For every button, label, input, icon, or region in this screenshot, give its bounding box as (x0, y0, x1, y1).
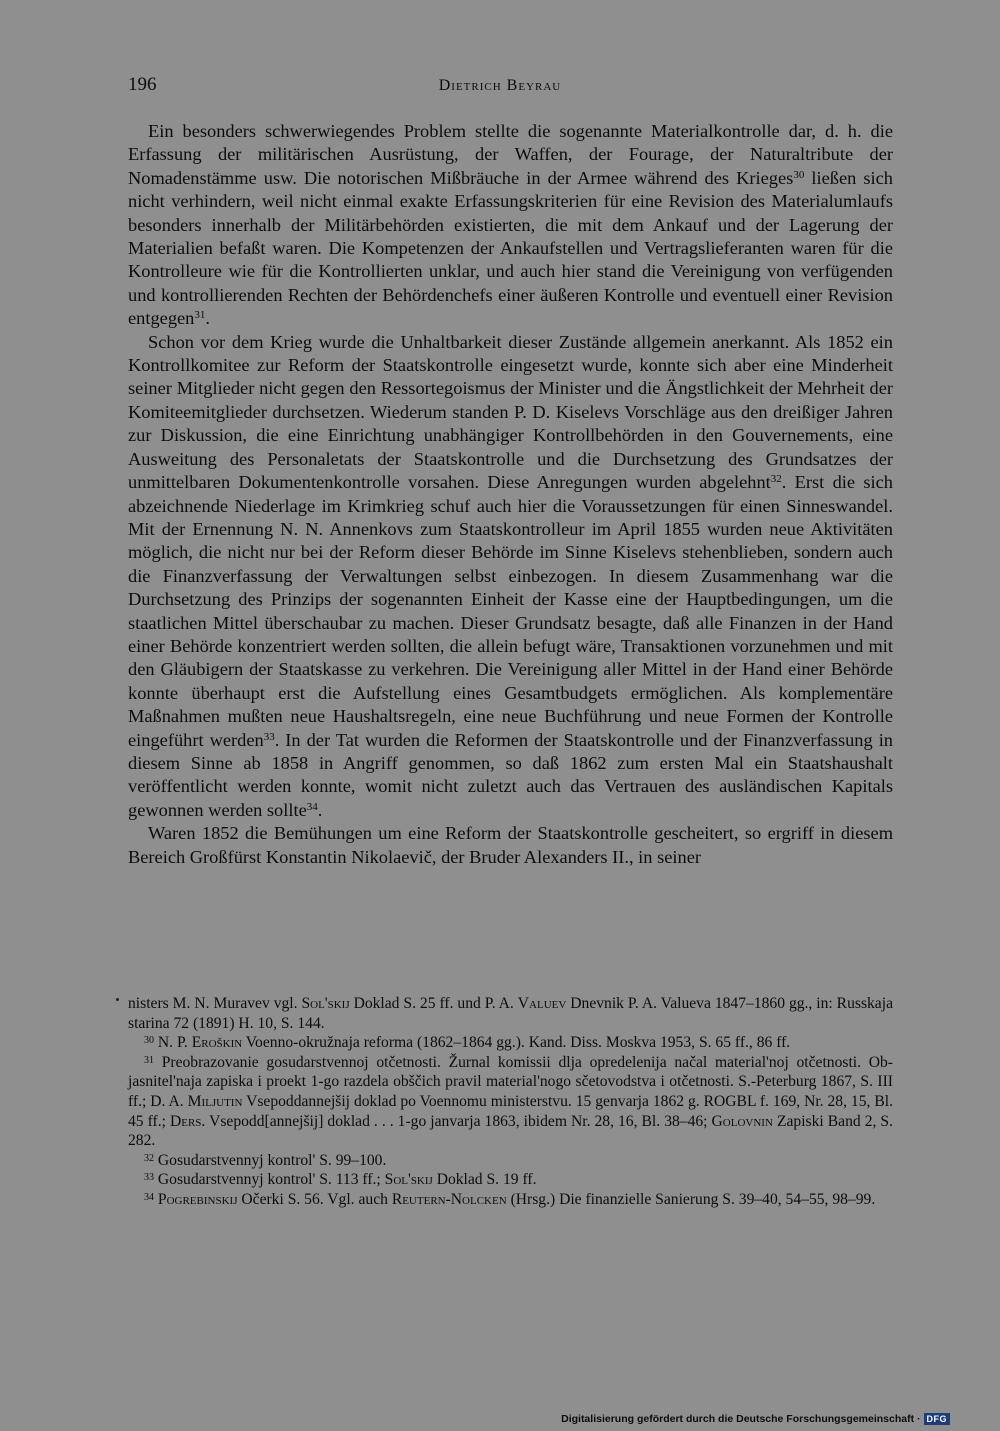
text-run: ließen sich nicht verhindern, weil nicht einmal exakte Erfassungskriterien für eine Revision des Materialumlaufs besonders innerhalb der Militärbehörden existierten, die mit dem Ankauf und der Lagerung der Materialien befaßt waren. Die Kompetenzen der Ankaufstellen und Vertragslieferanten waren für die Kontrolleure wie für die Kontrollierten unklar, und auch hier stand die Vereinigung von verfügenden und kontrollierenden Rechten der Behördenchefs einer äußeren Kontrolle und eventuell einer Revision entgegen (128, 167, 893, 329)
text-run: Gosudarstvennyj kontrol' S. 113 ff.; (154, 1171, 385, 1189)
running-title: Dietrich Beyrau (438, 77, 562, 94)
footnote-ref: 34 (306, 800, 318, 813)
footnote-ref: 32 (144, 1152, 154, 1164)
dfg-logo: DFG (924, 1413, 951, 1425)
paragraph (128, 331, 893, 823)
text-run: N. P. (154, 1034, 192, 1052)
footnote-ref: 33 (144, 1172, 154, 1184)
author-name: Golovnin (711, 1112, 773, 1130)
author-name: Valuev (517, 995, 567, 1012)
main-text (128, 120, 893, 869)
footnote-ref: 33 (263, 730, 275, 743)
author-name: Sol'skij (301, 995, 350, 1012)
text-run: Voenno-okružnaja reforma (1862–1864 gg.). Kand. Diss. Moskva 1953, S. 65 ff., 86 ff. (242, 1034, 791, 1052)
text-run: nisters M. N. Muravev vgl. (128, 995, 302, 1012)
footnote (128, 994, 893, 1033)
footnote (128, 1033, 893, 1053)
text-run: Doklad S. 25 ff. und P. A. (349, 995, 518, 1012)
credit-text: Digitalisierung gefördert durch die Deutsche Forschungsgemeinschaft · (561, 1413, 921, 1425)
author-name: Eroškin (191, 1034, 243, 1052)
text-run: Vsepoddannejšij doklad po Voennomu ministerstvu. 15 genvarja 1862 g. ROGBL f. 169, Nr. 28, 15, Bl. 45 ff.; (128, 1092, 893, 1130)
text-run: . (317, 799, 323, 820)
footnote (128, 1190, 893, 1210)
text-run: Vsepodd[annejšij] doklad . . . 1-go janvarja 1863, ibidem Nr. 28, 16, Bl. 38–46; (205, 1112, 712, 1130)
author-name: Reutern-Nolcken (391, 1190, 507, 1208)
digitization-credit (561, 1413, 950, 1425)
footnote (128, 1151, 893, 1171)
footnote-ref: 30 (793, 168, 805, 181)
author-name: Pogrebinskij (157, 1190, 238, 1208)
author-name: Ders. (169, 1112, 206, 1130)
paragraph (128, 120, 893, 331)
footnote-ref: 31 (144, 1054, 154, 1066)
author-name: Miljutin (187, 1092, 243, 1110)
text-run: . In der Tat wurden die Reformen der Staatskontrolle und der Finanzverfassung in diesem Sinne ab 1858 in Angriff genommen, so daß 1862 zum ersten Mal ein Staatshaushalt veröffentlicht werden konnte, womit nicht zuletzt auch das Vertrauen des ausländischen Kapitals gewonnen werden sollte (128, 729, 893, 820)
text-run: Gosudarstvennyj kontrol' S. 99–100. (154, 1151, 387, 1169)
text-run: Ein besonders schwerwiegendes Problem stellte die sogenannte Materialkontrolle dar, d. h. die Erfassung der militärischen Ausrüstung, der Waffen, der Fourage, der Naturaltribute der Nomadenstämme usw. Die notorischen Mißbräuche in der Armee während des Krieges (128, 121, 893, 188)
text-run: . Erst die sich abzeichnende Niederlage im Krimkrieg schuf auch hier die Voraussetzungen für einen Sinneswandel. Mit der Ernennung N. N. Annenkovs zum Staatskontrolleur im April 1855 wurden neue Aktivitäten möglich, die nicht nur bei der Reform dieser Behörde im Sinne Kiselevs stehenblieben, sondern auch die Finanzverfassung der Verwaltungen selbst einbezogen. In diesem Zusammenhang war die Durchsetzung des Prinzips der sogenannten Einheit der Kasse eine der Hauptbedingungen, um die staatlichen Mittel überschaubar zu machen. Dieser Grundsatz besagte, daß alle Finanzen in der Hand einer Behörde konzentriert werden sollten, die allein befugt wäre, Transaktionen vorzunehmen und mit den Gläubigern der Staatskasse zu verkehren. Die Vereinigung aller Mittel in der Hand einer Behörde konnte überhaupt erst die Aufstellung eines Gesamtbudgets ermöglichen. Als komplementäre Maßnahmen mußten neue Haushaltsregeln, eine neue Buchführung und neue Formen der Kontrolle eingeführt werden (128, 472, 893, 750)
author-name: Sol'skij (384, 1171, 433, 1189)
footnote-ref: 34 (144, 1191, 154, 1203)
footnote-ref: 30 (144, 1035, 154, 1047)
text-run: Preobrazovanie gosudarstvennoj otčetnosti. Žurnal komissii dlja opredelenija načal material'noj otčetnosti. Ob-jasnitel'naja zapiska i proekt 1-go razdela obščich pravil material'nogo sčetovodstva i otčetnosti. S.-Peterburg 1867, S. III ff.; D. A. (128, 1053, 893, 1110)
text-run: (Hrsg.) Die finanzielle Sanierung S. 39–40, 54–55, 98–99. (506, 1190, 876, 1208)
text-run: Dnevnik P. A. Valueva 1847–1860 gg., in: Russkaja starina 72 (1891) H. 10, S. 144. (128, 995, 893, 1032)
text-run: Waren 1852 die Bemühungen um eine Reform der Staatskontrolle gescheitert, so ergriff in diesem Bereich Großfürst Konstantin Nikolaevič, der Bruder Alexanders II., in seiner (128, 823, 893, 867)
paragraph (128, 822, 893, 869)
footnote (128, 1053, 893, 1151)
page-number: 196 (128, 74, 157, 95)
footnote-ref: 31 (194, 309, 206, 322)
footnote (128, 1170, 893, 1190)
text-run: Doklad S. 19 ff. (432, 1171, 537, 1189)
text-run: Schon vor dem Krieg wurde die Unhaltbarkeit dieser Zustände allgemein anerkannt. Als 1852 ein Kontrollkomitee zur Reform der Staatskontrolle eingesetzt wurde, konnte sich aber eine Minderheit seiner Mitglieder nicht gegen den Ressortegoismus der Minister und die Ängstlichkeit der Mehrheit der Komiteemitglieder durchsetzen. Wiederum standen P. D. Kiselevs Vorschläge aus den dreißiger Jahren zur Diskussion, die eine Einrichtung unabhängiger Kontrollbehörden in den Gouvernements, eine Ausweitung des Personaletats der Staatskontrolle und die Durchsetzung des Grundsatzes der unmittelbaren Dokumentenkontrolle vorsahen. Diese Anregungen wurden abgelehnt (128, 331, 893, 493)
footnote-ref: 32 (770, 473, 782, 486)
text-run: Zapiski Band 2, S. 282. (128, 1112, 893, 1150)
margin-mark (116, 998, 119, 1001)
footnotes (128, 994, 893, 1210)
text-run: . (205, 308, 210, 329)
text-run: Očerki S. 56. Vgl. auch (237, 1190, 392, 1208)
